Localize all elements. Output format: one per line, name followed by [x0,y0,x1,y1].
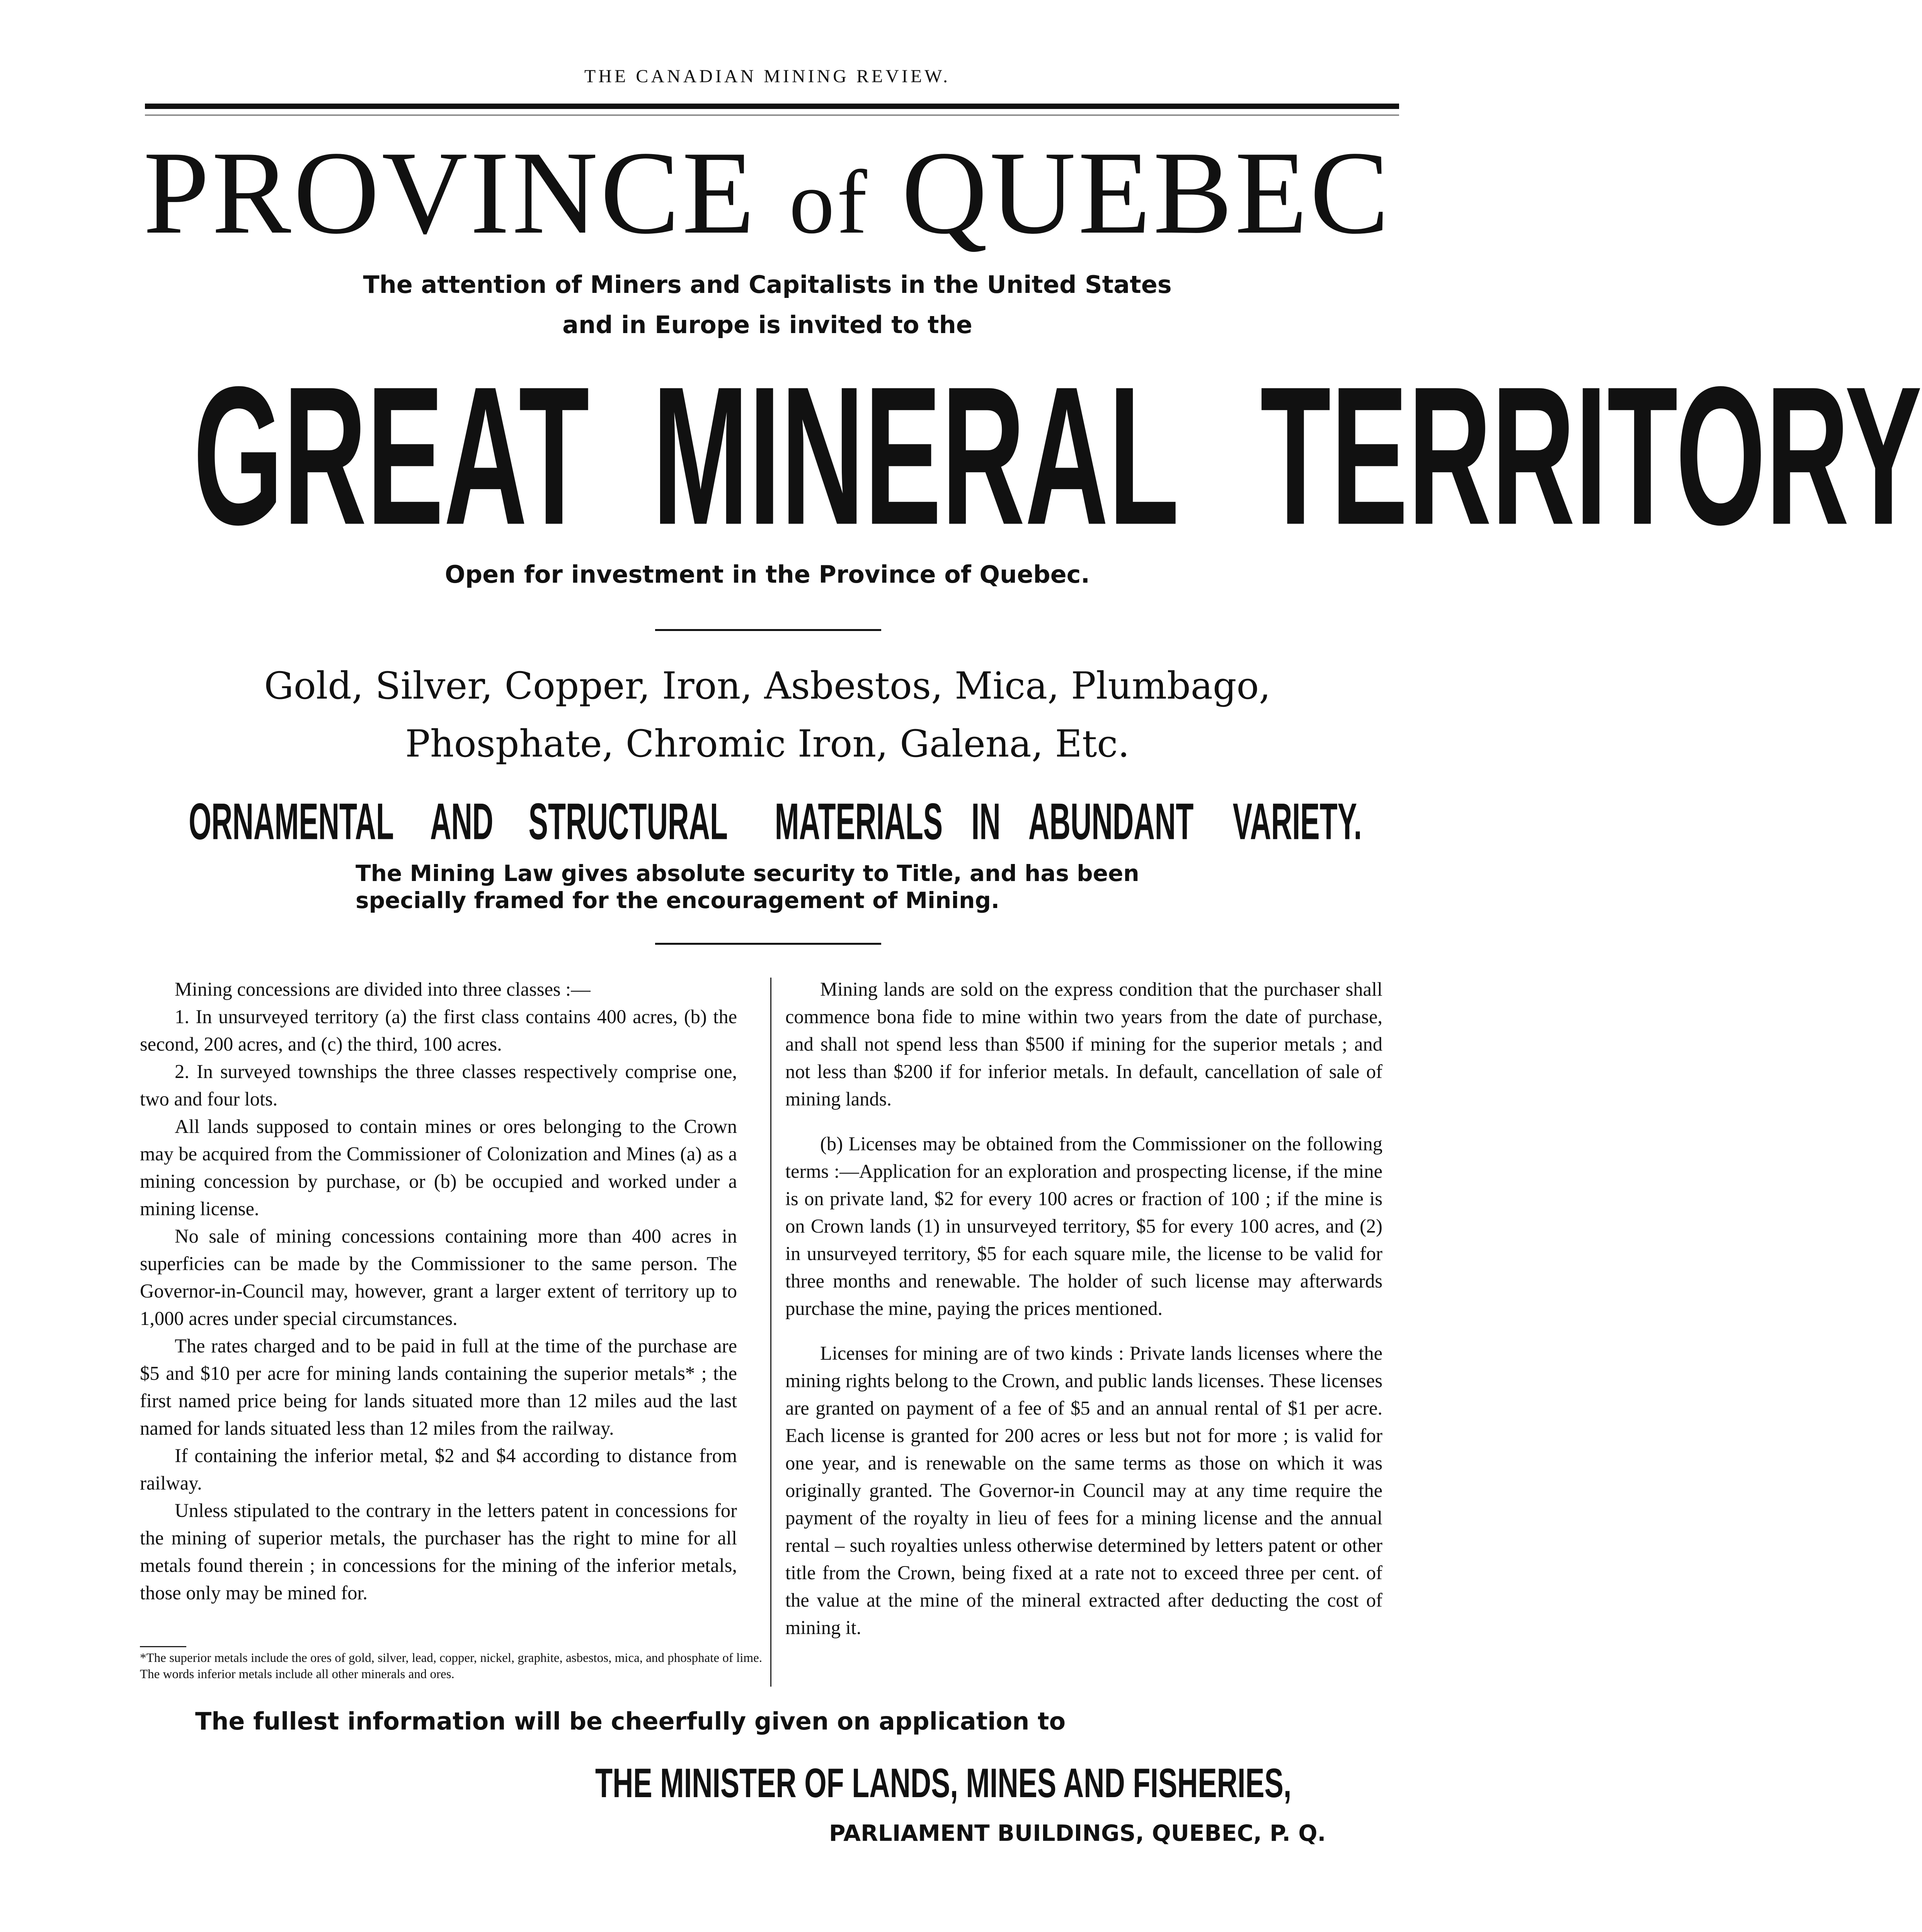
right-paragraph: Licenses for mining are of two kinds : Private lands licenses where the mining rights belong to the Crown, and public lands licenses. These licenses are granted on payment of a fee of $5 and an annual rental of $1 per acre. Each license is granted for 200 acres or less but not for more ; is valid for one year, and is renewable on the same terms as those on which it was originally granted. The Governor-in Council may at any time require the payment of the royalty in lieu of fees for a mining license and the annual rental – such royalties unless otherwise determined by letters patent or other title from the Crown, being fixed at a rate not to exceed three per cent. of the value at the mine of the mineral extracted after deducting the cost of mining it. [785,1342,1382,1638]
law-line-1: The Mining Law gives absolute security to Title, and has been [356,860,1139,886]
header-rule-thin [145,114,1399,116]
banner-word-great: GREAT [193,346,589,566]
left-column [140,976,737,1607]
headline-province: PROVINCE [143,127,789,259]
ornamental-word: AND [430,793,494,850]
column-divider [770,978,771,1687]
ornamental-word: STRUCTURAL [529,793,728,850]
left-paragraph: Mining concessions are divided into three classes :— [175,978,591,1000]
right-paragraph: (b) Licenses may be obtained from the Commissioner on the following terms :—Application for an exploration and prospecting license, if the mine is on private land, $2 for every 100 acres or fraction of 100 ; if the mine is on Crown lands (1) in unsurveyed territory, $5 for every 100 acres, and (2) in unsurveyed territory, $5 for each square mile, the license to be valid for three months and renewable. The holder of such license may afterwards purchase the mine, paying the prices mentioned. [785,1133,1382,1319]
ornamental-word: ABUNDANT [1028,793,1194,850]
left-paragraph: No sale of mining concessions containing more than 400 acres in superficies can be made by the Commissioner to the same person. The Governor-in-Council may, however, grant a larger extent of territory up to 1,000 acres under special circumstances. [140,1225,737,1329]
address-line: PARLIAMENT BUILDINGS, QUEBEC, P. Q. [829,1820,1326,1846]
great-mineral-territory-banner [166,346,1922,566]
information-line: The fullest information will be cheerfully given on application to [195,1707,1066,1735]
left-paragraph: If containing the inferior metal, $2 and $4 according to distance from railway. [140,1445,737,1494]
minister-title: THE MINISTER OF LANDS, MINES AND FISHERIES, [595,1760,1292,1806]
left-paragraph: 2. In surveyed townships the three classes respectively comprise one, two and four lots. [140,1061,737,1110]
divider-rule [655,943,881,945]
minerals-line-1: Gold, Silver, Copper, Iron, Asbestos, Mica, Plumbago, [264,664,1271,707]
headline-quebec: QUEBEC [869,127,1392,259]
divider-rule [655,629,881,631]
header-rule [145,104,1399,109]
banner-word-territory: TERRITORY [1260,346,1922,566]
open-for-investment: Open for investment in the Province of Quebec. [445,560,1090,588]
footnote: *The superior metals include the ores of gold, silver, lead, copper, nickel, graphite, asbestos, mica, and phosphate of lime. The words inferior metals include all other minerals and ores. [140,1651,762,1681]
banner-word-mineral: MINERAL [652,346,1179,566]
law-line-2: specially framed for the encouragement of Mining. [356,887,1000,913]
ornamental-word: VARIETY. [1233,793,1362,850]
headline-of: of [789,152,870,252]
footnote-rule [140,1646,186,1647]
left-paragraph: 1. In unsurveyed territory (a) the first class contains 400 acres, (b) the second, 200 acres, and (c) the third, 100 acres. [140,1006,737,1055]
minerals-line-2: Phosphate, Chromic Iron, Galena, Etc. [405,722,1130,765]
intro-line-2: and in Europe is invited to the [562,311,972,339]
intro-line-1: The attention of Miners and Capitalists in the United States [363,270,1172,299]
ornamental-word: MATERIALS [775,793,943,850]
intro-text [0,265,1535,345]
left-paragraph: The rates charged and to be paid in full at the time of the purchase are $5 and $10 per acre for mining lands containing the superior metals* ; the first named price being for lands situated more than 12 miles aud the last named for lands situated less than 12 miles from the railway. [140,1335,737,1439]
headline [0,127,1535,259]
left-paragraph: Unless stipulated to the contrary in the letters patent in concessions for the mining of superior metals, the purchaser has the right to mine for all metals found therein ; in concessions for the mining of the inferior metals, those only may be mined for. [140,1500,737,1604]
right-column [785,976,1382,1641]
ornamental-heading [166,793,1376,850]
right-paragraph: Mining lands are sold on the express condition that the purchaser shall commence bona fide to mine within two years from the date of purchase, and shall not spend less than $500 if mining for the superior metals ; and not less than $200 if for inferior metals. In default, cancellation of sale of mining lands. [785,978,1382,1110]
ornamental-word: ORNAMENTAL [189,793,394,850]
mining-law-statement [356,860,1206,914]
left-paragraph: All lands supposed to contain mines or ores belonging to the Crown may be acquired from the Commissioner of Colonization and Mines (a) as a mining concession by purchase, or (b) be occupied and worked under a mining license. [140,1116,737,1219]
minerals-list [0,657,1535,773]
running-head: THE CANADIAN MINING REVIEW. [584,66,951,87]
ornamental-word: IN [971,793,1001,850]
